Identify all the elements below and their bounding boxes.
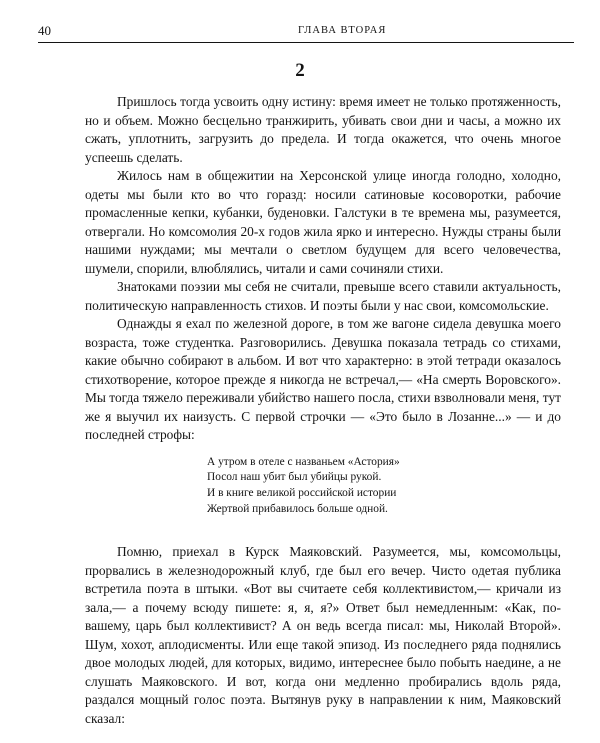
- poem-stanza: [207, 455, 561, 518]
- closing-paragraph: Помню, приехал в Курск Маяковский. Разумеется, мы, комсомольцы, прорвались в железнодорожный клуб, где был его вечер. Чисто одетая публика встретила поэта в штыки. «Вот вы считаете себя коллективистом,— кричали из зала,— а почему всюду пишете: я, я, я?» Ответ был немедленным: «Как, по-вашему, царь был коллективист? А он ведь всегда писал: мы, Николай Второй». Шум, хохот, аплодисменты. Или еще такой эпизод. Из последнего ряда поднялись двое молодых людей, для которых, видимо, интереснее было побыть наедине, а не слушать Маяковского. И вот, когда они медленно пробирались вдоль ряда, раздался мощный голос поэта. Вытянув руку в направлении к ним, Маяковский сказал:: [85, 544, 561, 726]
- poem-line: А утром в отеле с названьем «Астория»: [207, 455, 400, 468]
- body-text: [85, 93, 561, 728]
- running-header: [38, 23, 574, 41]
- poem-line: И в книге великой российской истории: [207, 486, 397, 499]
- header-rule: [38, 42, 574, 43]
- poem-line: Посол наш убит был убийцы рукой.: [207, 471, 382, 484]
- section-number: 2: [295, 60, 305, 81]
- poem-line: Жертвой прибавилось больше одной.: [207, 502, 388, 515]
- paragraph: Однажды я ехал по железной дороге, в том же вагоне сидела девушка моего возраста, тоже студентка. Разговорились. Девушка показала тетрадь со стихами, какие обычно собирают в альбом. И вот что характерно: в этой тетради оказалось стихотворение, которое прежде я никогда не встречал,— «На смерть Воровского». Мы тогда тяжело переживали убийство нашего посла, стихи взволновали меня, тут же я выучил их наизусть. С первой строчки — «Это было в Лозанне...» — и до последней строфы:: [85, 316, 561, 442]
- paragraph: Пришлось тогда усвоить одну истину: время имеет не только протяженность, но и объем. Можно бесцельно транжирить, убивать свои дни и часы, а можно их сжать, уплотнить, загрузить до предела. И тогда окажется, что очень многое успеешь сделать.: [85, 94, 561, 165]
- paragraph: Жилось нам в общежитии на Херсонской улице иногда голодно, холодно, одеты мы были кто во что горазд: носили сатиновые косоворотки, рабочие промасленные кепки, кубанки, буденовки. Галстуки в те времена мы, разумеется, отвергали. Но комсомолия 20-х годов жила ярко и интересно. Нужды страны были нашими нуждами; мы мечтали о светлом будущем для всего человечества, шумели, спорили, влюблялись, читали и сами сочиняли стихи.: [85, 168, 561, 276]
- chapter-title: ГЛАВА ВТОРАЯ: [298, 25, 387, 36]
- paragraph: Знатоками поэзии мы себя не считали, превыше всего ставили актуальность, политическую направленность стихов. И поэты были у нас свои, комсомольские.: [85, 279, 561, 313]
- page-number: 40: [38, 23, 51, 38]
